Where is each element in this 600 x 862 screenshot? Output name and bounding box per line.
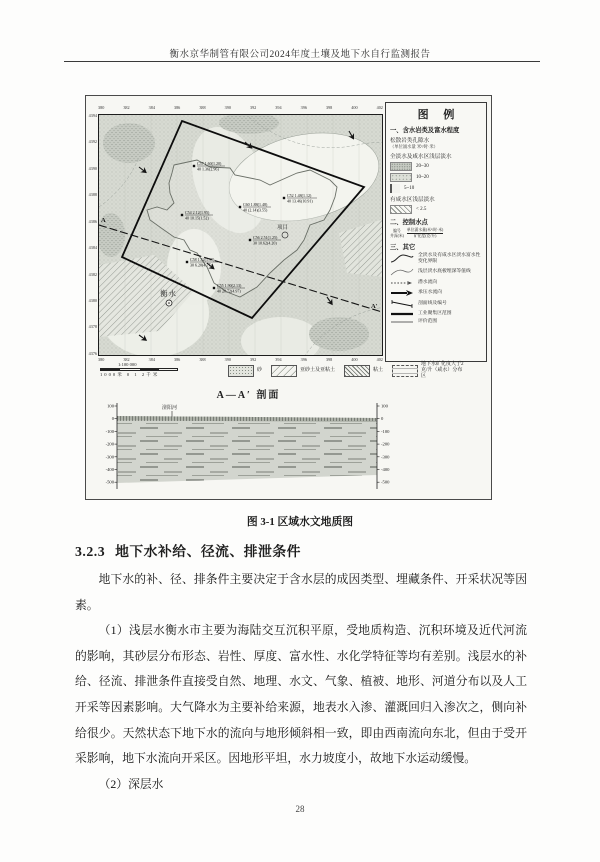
svg-text:-300: -300 xyxy=(381,454,390,460)
profile-axis-right xyxy=(381,404,390,485)
paragraph: （2）深层水 xyxy=(98,776,164,791)
tick-label: 394 xyxy=(275,357,282,362)
tick-label: 380 xyxy=(98,357,105,362)
tick-label: 4382 xyxy=(88,271,97,277)
section-end-label: A′ xyxy=(371,303,378,310)
svg-text:30 10.62(4.20): 30 10.62(4.20) xyxy=(253,240,277,246)
legend-swatch-row: 10~20 xyxy=(390,173,482,182)
legend-text: 全淡水及咸水区浅层淡水 xyxy=(390,154,452,160)
tick-label: 384 xyxy=(148,357,155,362)
tick-label: 392 xyxy=(249,105,257,110)
lithology-item: 亚砂土及亚粘土 xyxy=(271,365,335,377)
lithology-item: 砂 xyxy=(228,365,262,377)
water-point xyxy=(213,283,245,294)
swatch-medium-icon xyxy=(390,173,412,182)
tick-label: 402 xyxy=(376,357,383,362)
map-svg xyxy=(99,115,383,356)
svg-text:0: 0 xyxy=(381,416,384,422)
section-start-label: A xyxy=(101,217,106,224)
section-title: 地下水补给、径流、排泄条件 xyxy=(115,544,301,559)
svg-text:100: 100 xyxy=(381,403,388,409)
project-label: 项目 xyxy=(277,225,289,231)
figure-3-1 xyxy=(85,95,492,500)
profile-line-icon xyxy=(390,299,414,309)
svg-text:C60 1.88(1.48): C60 1.88(1.48) xyxy=(243,202,268,207)
scale-ratio: 1:100 000 xyxy=(118,362,137,367)
svg-text:C52 1.48(1.12): C52 1.48(1.12) xyxy=(287,193,312,198)
svg-text:40 10.15(1.52): 40 10.15(1.52) xyxy=(185,215,209,221)
cross-section xyxy=(92,399,422,496)
tick-label: 402 xyxy=(376,105,383,110)
legend-panel xyxy=(385,102,487,362)
legend-section-2: 二、控制水点 xyxy=(390,219,428,226)
legend-text: 有咸水区浅层淡水 xyxy=(390,197,435,203)
page-header: 衡水京华制管有限公司2024年度土壤及地下水自行监测报告 xyxy=(169,50,431,60)
legend-item: 工业聚集区范围 xyxy=(390,311,482,317)
loam-swatch-icon xyxy=(271,365,297,377)
legend-title: 图 例 xyxy=(417,109,461,121)
legend-text: （单位涌水量 米³/时·米） xyxy=(390,144,438,149)
phreatic-flow-icon xyxy=(390,279,414,287)
clay-swatch-icon xyxy=(344,365,370,377)
tick-label: 382 xyxy=(123,357,130,362)
swatch-dark-icon xyxy=(390,162,412,171)
paragraph: （1）浅层水衡水市主要为海陆交互沉积平原，受地质构造、沉积环境及近代河流的影响，其砂层分布形态、岩性、厚度、富水性、水化学特征等均有差别。浅层水的补给、径流、排泄条件直接受自然、地理、水文、气象、植被、地形、河道分布以及人工开采等因素影响。大气降水为主要补给来源，地表水入渗、灌溉回归入渗次之，侧向补给很少。天然状态下地下水的流向与地形倾斜相一致，即由西南流向东北，但由于受开采影响，地下水流向开采区。因地形平坦，水力坡度小，故地下水运动缓慢。 xyxy=(75,623,527,766)
svg-text:-300: -300 xyxy=(105,454,114,460)
svg-text:-200: -200 xyxy=(381,441,390,447)
tick-label: 388 xyxy=(199,357,206,362)
svg-text:-200: -200 xyxy=(105,441,114,447)
water-point xyxy=(181,210,213,221)
profile-title: A—A′ 剖面 xyxy=(216,390,281,401)
tick-label: 394 xyxy=(275,105,282,110)
svg-text:-400: -400 xyxy=(105,467,114,472)
tick-label: 4394 xyxy=(88,113,97,118)
legend-text: 松散岩类孔隙水 xyxy=(390,138,430,144)
lithology-item: 地下水矿化度大于2克/升（咸水）分布区 xyxy=(392,362,465,380)
svg-text:C58 1.52(1.19): C58 1.52(1.19) xyxy=(190,257,215,262)
svg-text:-100: -100 xyxy=(105,428,114,434)
confined-flow-icon xyxy=(390,289,414,297)
legend-swatch-row: 20~30 xyxy=(390,162,482,171)
tick-label: 380 xyxy=(98,105,105,110)
svg-text:-400: -400 xyxy=(381,467,390,472)
tick-label: 386 xyxy=(173,105,181,110)
profile-axis-left xyxy=(106,404,115,485)
legend-item: 承压水流向 xyxy=(390,289,482,297)
tick-label: 400 xyxy=(351,357,358,362)
legend-item: 潜水流向 xyxy=(390,279,482,287)
legend-item: 评价范围 xyxy=(390,319,482,325)
legend-item: 浅层淡水底板埋深等值线 xyxy=(390,267,482,277)
swatch-hatch-icon xyxy=(390,205,412,214)
tick-label: 4384 xyxy=(88,245,97,251)
tick-label: 396 xyxy=(300,357,307,362)
tick-label: 390 xyxy=(224,357,231,362)
tick-label: 4388 xyxy=(88,192,97,198)
hydrogeological-map xyxy=(98,114,383,356)
tick-label: 4390 xyxy=(88,165,97,171)
tick-label: 398 xyxy=(325,105,333,110)
legend-swatch-row: 5~10 xyxy=(390,184,482,193)
cross-section-svg xyxy=(92,399,422,496)
tick-label: 400 xyxy=(351,105,358,110)
tick-label: 390 xyxy=(224,105,231,110)
water-point xyxy=(239,202,271,213)
legend-section-3: 三、其它 xyxy=(390,244,416,251)
body-text xyxy=(75,567,527,797)
tick-label: 386 xyxy=(173,357,181,362)
water-point xyxy=(249,235,281,246)
dark-zone xyxy=(103,123,155,163)
legend-swatch-row: < 2.5 xyxy=(390,205,482,214)
svg-text:40 20.72(4.97): 40 20.72(4.97) xyxy=(217,288,241,294)
water-point-formula: 编号 井深(米) $\frac{\text{单位涌水量(米³/时·米)}}{\text{矿化度(克/升)}}$ xyxy=(390,228,444,238)
lithology-legend xyxy=(228,362,487,380)
tick-label: 4386 xyxy=(88,218,97,224)
legend-item: 剖面线及编号 xyxy=(390,299,482,309)
svg-text:30 6.20(4.77): 30 6.20(4.77) xyxy=(190,262,212,268)
tick-label: 392 xyxy=(249,357,257,362)
tick-label: 384 xyxy=(148,105,155,110)
map-grid-ticks-left xyxy=(87,114,97,356)
evaluation-area-icon xyxy=(390,319,414,325)
svg-text:100: 100 xyxy=(107,403,114,409)
section-number: 3.2.3 xyxy=(75,544,106,559)
header-divider xyxy=(64,61,540,62)
svg-text:0: 0 xyxy=(111,416,114,422)
sand-swatch-icon xyxy=(228,365,254,377)
svg-text:-100: -100 xyxy=(381,428,390,434)
tick-label: 4376 xyxy=(88,350,97,356)
tick-label: 396 xyxy=(300,105,307,110)
scale-ticks: 1000米 0 1 2千米 xyxy=(100,372,160,377)
figure-caption: 图 3-1 区域水文地质图 xyxy=(246,516,354,528)
legend-item: 全淡水及有咸水区淡水富水性变化界限 xyxy=(390,253,482,265)
tick-label: 398 xyxy=(325,357,333,362)
svg-text:-500: -500 xyxy=(381,479,390,485)
tick-label: 4380 xyxy=(88,297,97,303)
river-label: 滏阳河 xyxy=(162,406,178,411)
tick-label: 382 xyxy=(123,105,130,110)
svg-text:40 13.46(10.91): 40 13.46(10.91) xyxy=(287,198,313,204)
svg-text:C54 2.12(1.95): C54 2.12(1.95) xyxy=(185,210,210,215)
tick-label: 388 xyxy=(199,105,206,110)
boundary-curve-icon xyxy=(390,253,414,264)
saline-area-swatch-icon xyxy=(392,365,418,377)
page-number: 28 xyxy=(295,804,305,814)
tick-label: 4392 xyxy=(88,139,97,145)
scale-bar xyxy=(100,368,178,371)
swatch-light-icon xyxy=(390,184,400,193)
lithology-item: 粘土 xyxy=(344,365,383,377)
map-grid-ticks-top xyxy=(98,106,383,113)
contour-curve-icon xyxy=(390,267,414,277)
svg-text:40 (2.14)(3.55): 40 (2.14)(3.55) xyxy=(243,207,268,213)
legend-section-1: 一、含水岩类及富水程度 xyxy=(390,127,460,134)
svg-text:-500: -500 xyxy=(105,479,114,485)
svg-text:40 1.36(2.96): 40 1.36(2.96) xyxy=(197,166,219,172)
industry-area-icon xyxy=(390,311,414,317)
paragraph: 地下水的补、径、排条件主要决定于含水层的成因类型、埋藏条件、开采状况等因素。 xyxy=(75,572,527,612)
svg-text:C57 1.60(1.20): C57 1.60(1.20) xyxy=(197,161,222,166)
svg-text:C55 1.90(2.13): C55 1.90(2.13) xyxy=(217,283,242,288)
section-heading xyxy=(75,540,301,560)
svg-text:C56 2.51(1.25): C56 2.51(1.25) xyxy=(253,235,278,240)
tick-label: 4378 xyxy=(88,324,97,330)
city-label: 衡水 xyxy=(160,289,177,298)
map-scale xyxy=(100,362,218,378)
